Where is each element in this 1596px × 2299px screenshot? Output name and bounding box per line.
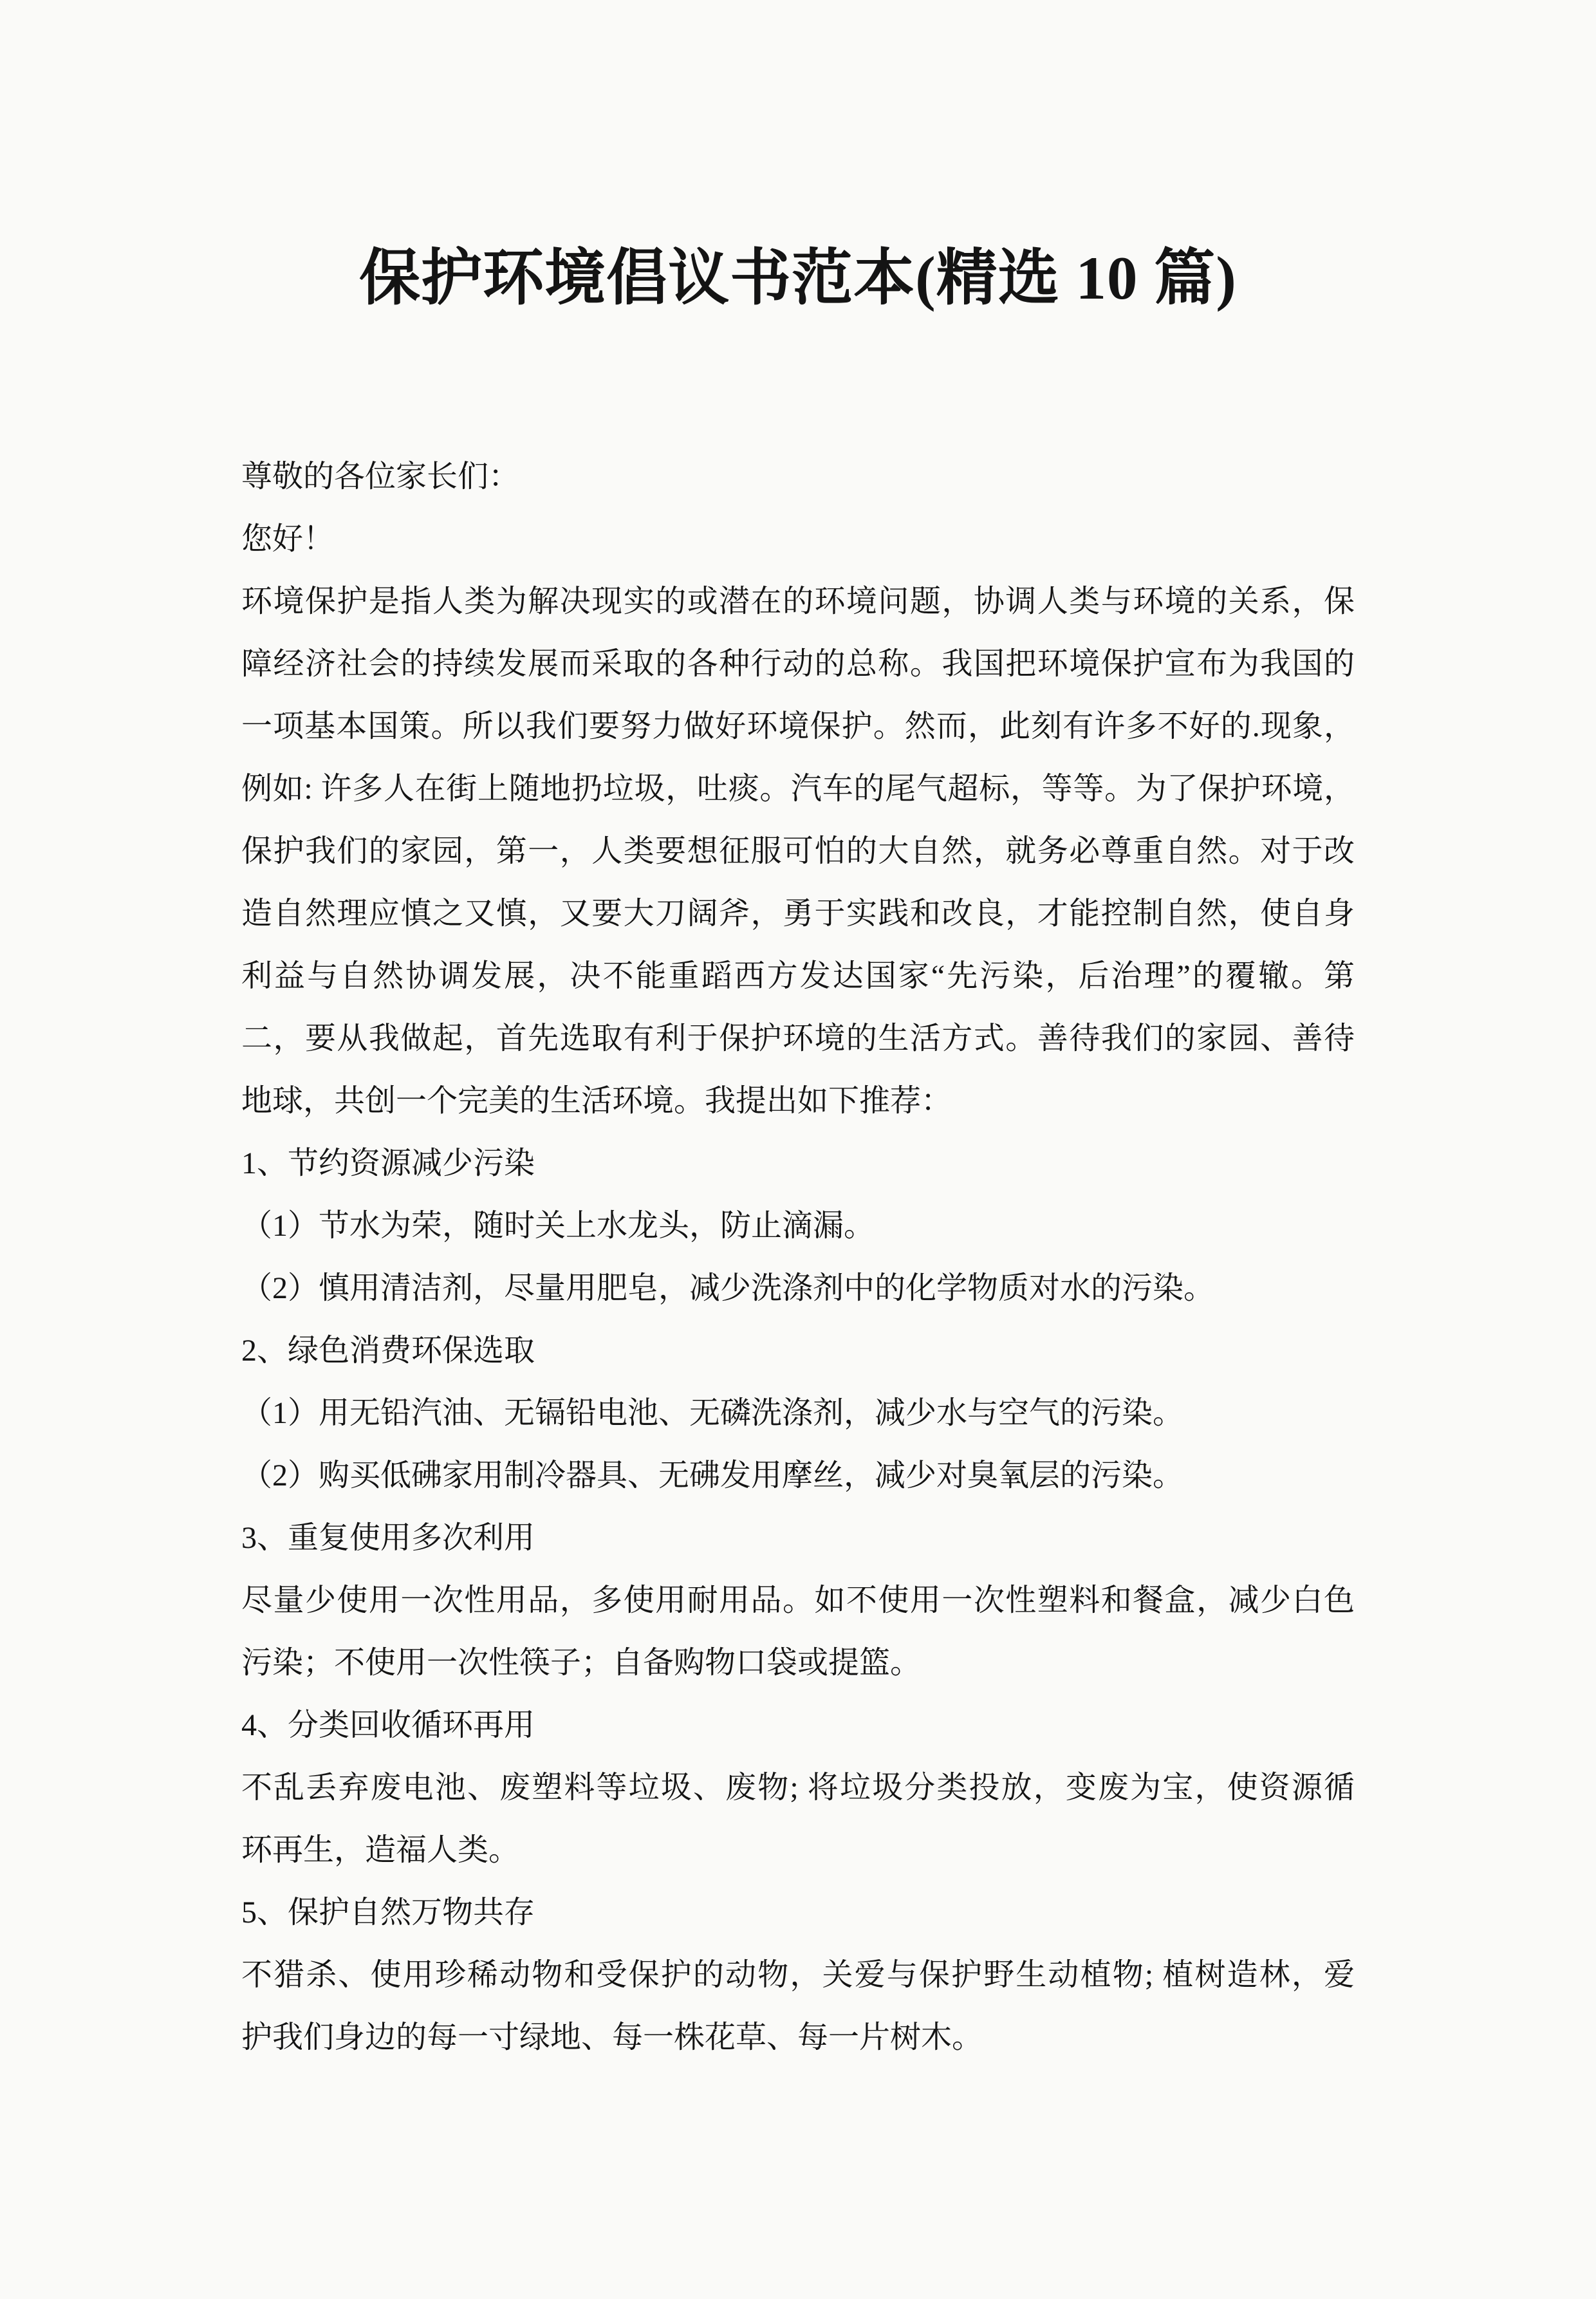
list-item: （2）慎用清洁剂，尽量用肥皂，减少洗涤剂中的化学物质对水的污染。 <box>241 1270 1215 1305</box>
list-item-heading: 4、分类回收循环再用 <box>241 1708 535 1742</box>
text-line: 利益与自然协调发展，决不能重蹈西方发达国家“先污染，后治理”的覆辙。第 <box>241 958 1355 993</box>
text-line: 尊敬的各位家长们： <box>241 459 520 494</box>
list-item: （1）节水为荣，随时关上水龙头，防止滴漏。 <box>241 1208 875 1243</box>
text-line: 环再生，造福人类。 <box>241 1832 520 1867</box>
document-body <box>241 445 1355 2069</box>
text-line: 不乱丢弃废电池、废塑料等垃圾、废物; 将垃圾分类投放，变废为宝，使资源循 <box>241 1770 1355 1805</box>
text-line: 二，要从我做起，首先选取有利于保护环境的生活方式。善待我们的家园、善待 <box>241 1021 1355 1056</box>
list-item-heading: 3、重复使用多次利用 <box>241 1520 535 1555</box>
text-line: 不猎杀、使用珍稀动物和受保护的动物，关爱与保护野生动植物; 植树造林，爱 <box>241 1957 1355 1992</box>
text-line: 您好！ <box>241 521 335 556</box>
text-line: 尽量少使用一次性用品，多使用耐用品。如不使用一次性塑料和餐盒，减少白色 <box>241 1583 1355 1617</box>
text-line: 污染；不使用一次性筷子；自备购物口袋或提篮。 <box>241 1645 922 1680</box>
list-item-heading: 2、绿色消费环保选取 <box>241 1333 535 1368</box>
list-item: （1）用无铅汽油、无镉铅电池、无磷洗涤剂，减少水与空气的污染。 <box>241 1395 1184 1430</box>
text-line: 护我们身边的每一寸绿地、每一株花草、每一片树木。 <box>241 2020 983 2054</box>
document-page <box>0 41 1596 2299</box>
text-line: 地球，共创一个完美的生活环境。我提出如下推荐： <box>241 1083 952 1118</box>
list-item: （2）购买低砩家用制冷器具、无砩发用摩丝，减少对臭氧层的污染。 <box>241 1458 1184 1493</box>
text-line: 一项基本国策。所以我们要努力做好环境保护。然而，此刻有许多不好的.现象， <box>241 709 1355 743</box>
list-item-heading: 5、保护自然万物共存 <box>241 1895 535 1930</box>
document-title: 保护环境倡议书范本(精选 10 篇) <box>359 243 1237 312</box>
text-line: 例如: 许多人在街上随地扔垃圾，吐痰。汽车的尾气超标，等等。为了保护环境， <box>241 771 1355 806</box>
text-line: 保护我们的家园，第一，人类要想征服可怕的大自然，就务必尊重自然。对于改 <box>241 833 1355 868</box>
text-line: 造自然理应慎之又慎，又要大刀阔斧，勇于实践和改良，才能控制自然，使自身 <box>241 896 1355 931</box>
text-line: 环境保护是指人类为解决现实的或潜在的环境问题，协调人类与环境的关系，保 <box>241 584 1355 619</box>
text-line: 障经济社会的持续发展而采取的各种行动的总称。我国把环境保护宣布为我国的 <box>241 646 1355 681</box>
list-item-heading: 1、节约资源减少污染 <box>241 1146 535 1180</box>
